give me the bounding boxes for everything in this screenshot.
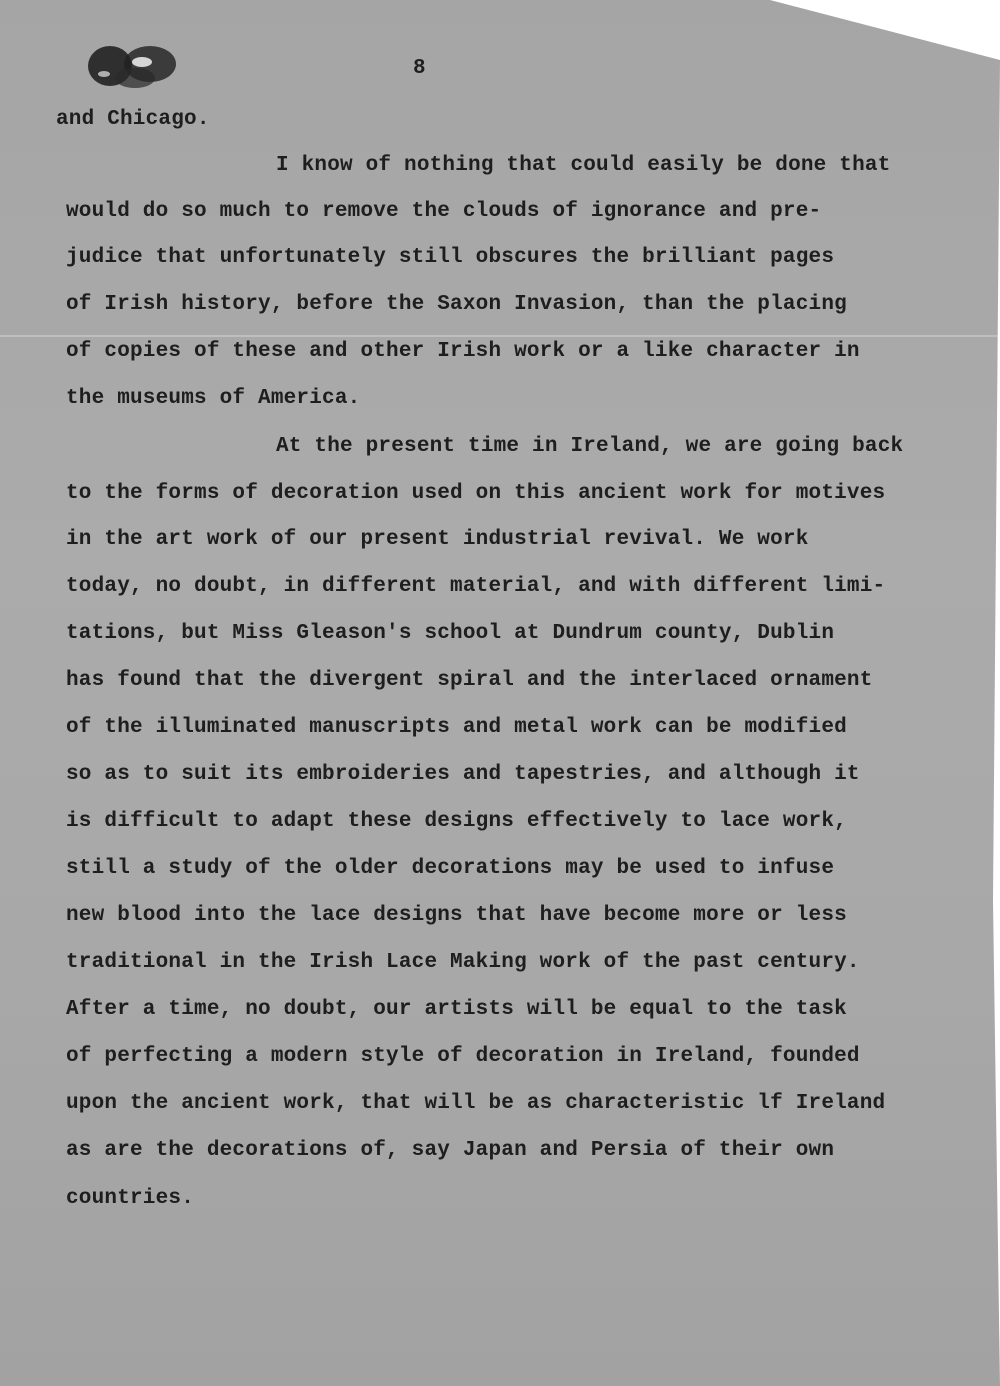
text-line: of Irish history, before the Saxon Invasion, than the placing	[66, 293, 847, 316]
text-line: After a time, no doubt, our artists will be equal to the task	[66, 998, 847, 1021]
text-line: and Chicago.	[56, 108, 210, 131]
text-line: of perfecting a modern style of decoration in Ireland, founded	[66, 1045, 860, 1068]
text-line: to the forms of decoration used on this ancient work for motives	[66, 482, 886, 505]
text-line: judice that unfortunately still obscures the brilliant pages	[66, 246, 835, 269]
text-line: new blood into the lace designs that have become more or less	[66, 904, 847, 927]
text-line: so as to suit its embroideries and tapestries, and although it	[66, 763, 860, 786]
text-line: is difficult to adapt these designs effectively to lace work,	[66, 810, 847, 833]
text-line: the museums of America.	[66, 387, 361, 410]
text-line: still a study of the older decorations may be used to infuse	[66, 857, 835, 880]
text-line: of the illuminated manuscripts and metal work can be modified	[66, 716, 847, 739]
text-line: has found that the divergent spiral and the interlaced ornament	[66, 669, 873, 692]
text-line: today, no doubt, in different material, and with different limi-	[66, 575, 886, 598]
text-line: countries.	[66, 1187, 195, 1210]
text-line: upon the ancient work, that will be as characteristic lf Ireland	[66, 1092, 886, 1115]
text-line: I know of nothing that could easily be done that	[276, 154, 891, 177]
page-number: 8	[413, 57, 426, 80]
text-line: as are the decorations of, say Japan and Persia of their own	[66, 1139, 835, 1162]
text-line: of copies of these and other Irish work or a like character in	[66, 340, 860, 363]
text-line: would do so much to remove the clouds of ignorance and pre-	[66, 200, 822, 223]
text-line: tations, but Miss Gleason's school at Dundrum county, Dublin	[66, 622, 835, 645]
text-line: At the present time in Ireland, we are going back	[276, 435, 904, 458]
text-line: traditional in the Irish Lace Making work of the past century.	[66, 951, 860, 974]
text-line: in the art work of our present industrial revival. We work	[66, 528, 809, 551]
